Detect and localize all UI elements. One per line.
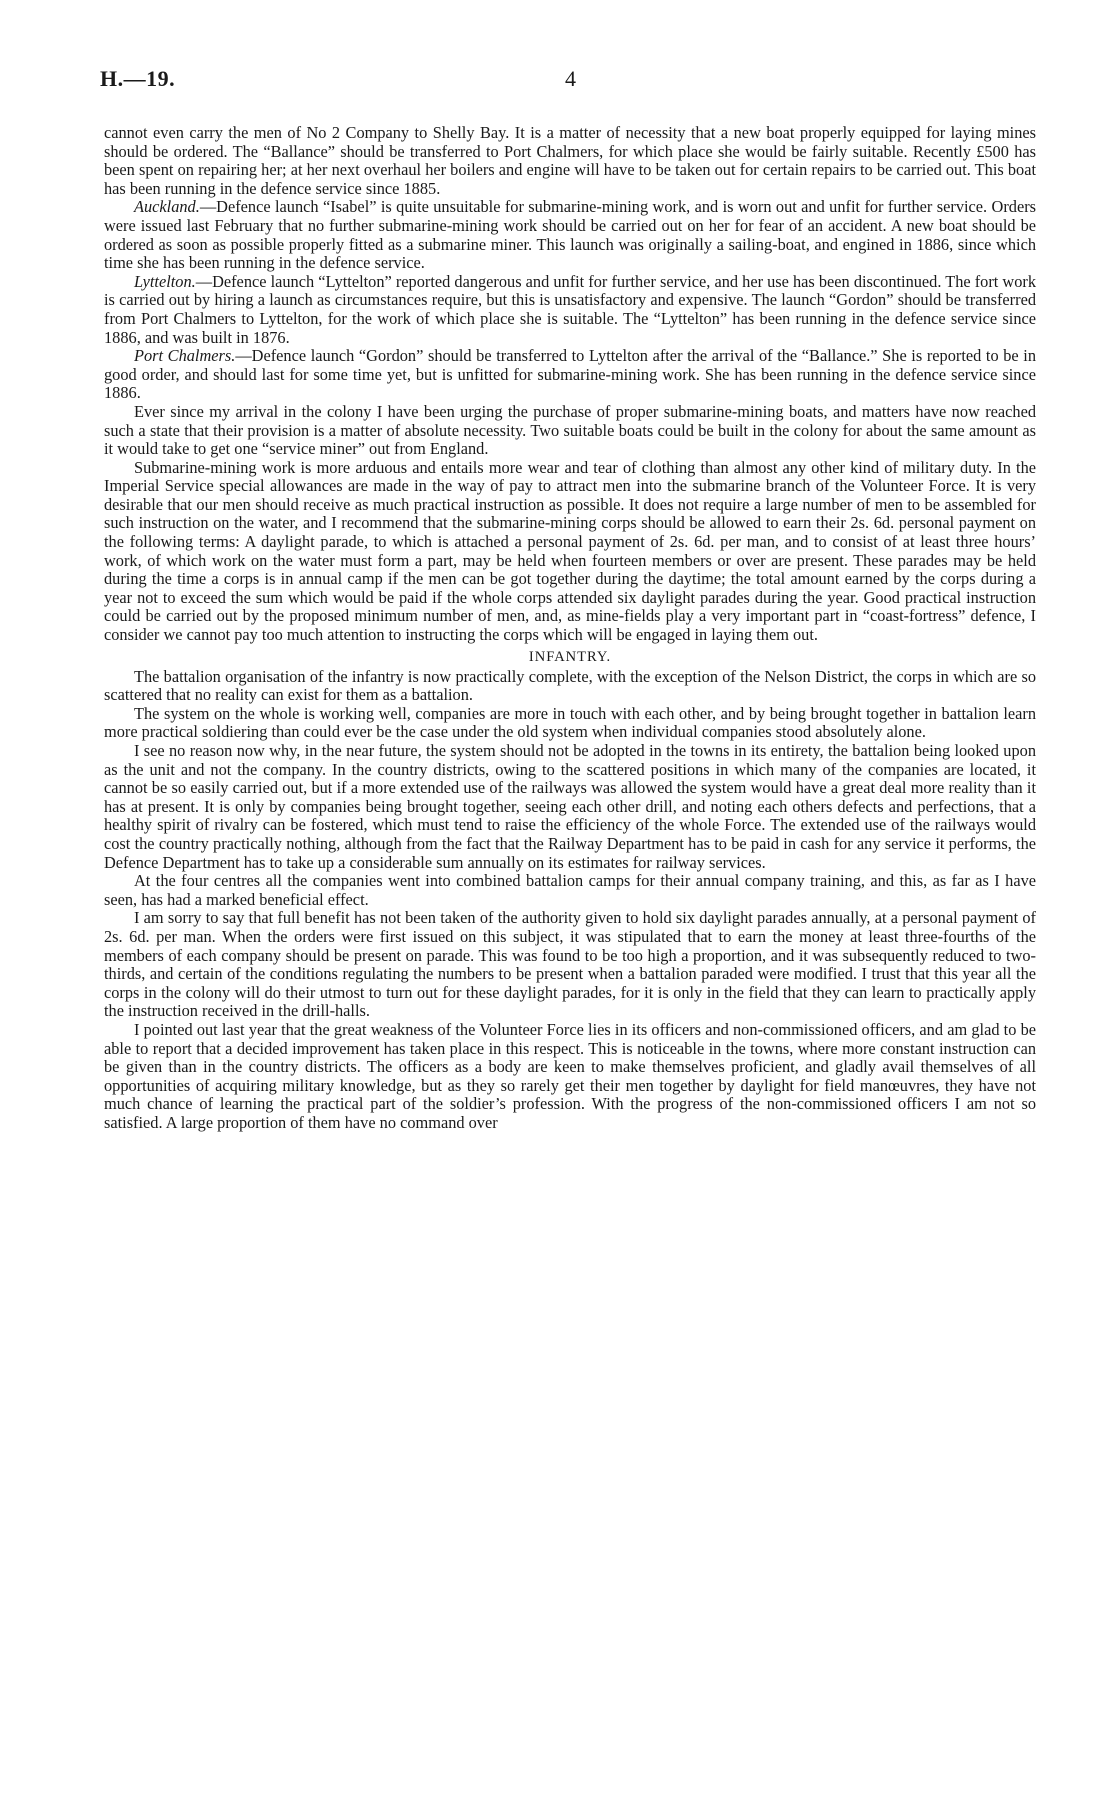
paragraph-lead: Port Chalmers.	[134, 346, 236, 366]
paragraph-text: —Defence launch “Isabel” is quite unsuitable for submarine-mining work, and is worn out and unfit for further service. Orders were issued last February that no further submarine-mining work should be carried out on her for fear of an accident. A new boat should be ordered as soon as possible properly fitted as a submarine miner. This launch was originally a sailing-boat, and engined in 1886, since which time she has been running in the defence service.	[104, 197, 1036, 273]
paragraph: I pointed out last year that the great weakness of the Volunteer Force lies in its officers and non-commissioned officers, and am glad to be able to report that a decided improvement has taken place in this respect. This is noticeable in the towns, where more constant instruction can be given than in the country districts. The officers as a body are keen to make themselves proficient, and gladly avail themselves of all opportunities of acquiring military knowledge, but as they so rarely get their men together by daylight for field manœuvres, they have not much chance of learning the practical part of the soldier’s profession. With the progress of the non-commissioned officers I am not so satisfied. A large proportion of them have no command over	[104, 1019, 1036, 1132]
paragraph-lead: Lyttelton.	[134, 271, 196, 291]
paragraph: Ever since my arrival in the colony I have been urging the purchase of proper submarine-mining boats, and matters have now reached such a state that their provision is a matter of absolute necessity. Two suitable boats could be built in the colony for about the same amount as it would take to get one “service miner” out from England.	[104, 401, 1036, 459]
paragraph: cannot even carry the men of No 2 Company to Shelly Bay. It is a matter of necessity that a new boat properly equipped for laying mines should be ordered. The “Ballance” should be transferred to Port Chalmers, for which place she would be fairly suitable. Recently £500 has been spent on repairing her; at her next overhaul her boilers and engine will have to be taken out for certain repairs to be carried out. This boat has been running in the defence service since 1885.	[104, 123, 1036, 198]
paragraph-text: —Defence launch “Gordon” should be transferred to Lyttelton after the arrival of the “Ballance.” She is reported to be in good order, and should last for some time yet, but is unfitted for submarine-mining work. She has been running in the defence service since 1886.	[104, 346, 1036, 403]
document-reference: H.—19.	[100, 66, 176, 91]
paragraph: At the four centres all the companies went into combined battalion camps for their annual company training, and this, as far as I have seen, has had a marked beneficial effect.	[104, 871, 1036, 909]
body-text	[104, 124, 1036, 1132]
section-heading-infantry: INFANTRY.	[528, 648, 612, 665]
paragraph-text: —Defence launch “Lyttelton” reported dangerous and unfit for further service, and her use has been discontinued. The fort work is carried out by hiring a launch as circumstances require, but this is unsatisfactory and expensive. The launch “Gordon” should be transferred from Port Chalmers to Lyttelton, for the work of which place she is suitable. The “Lyttelton” has been running in the defence service since 1886, and was built in 1876.	[104, 271, 1036, 347]
paragraph	[104, 347, 1036, 403]
paragraph: I am sorry to say that full benefit has not been taken of the authority given to hold six daylight parades annually, at a personal payment of 2s. 6d. per man. When the orders were first issued on this subject, it was stipulated that to earn the money at least three-fourths of the members of each company should be present on parade. This was found to be too high a proportion, and it was subsequently reduced to two-thirds, and certain of the conditions regulating the numbers to be present when a battalion paraded were modified. I trust that this year all the corps in the colony will do their utmost to turn out for these daylight parades, for it is only in the field that they can learn to practically apply the instruction received in the drill-halls.	[104, 908, 1036, 1021]
page-number: 4	[565, 66, 576, 91]
paragraph: Submarine-mining work is more arduous and entails more wear and tear of clothing than almost any other kind of military duty. In the Imperial Service special allowances are made in the way of pay to attract men into the submarine branch of the Volunteer Force. It is very desirable that our men should receive as much practical instruction as possible. It does not require a large number of men to be assembled for such instruction on the water, and I recommend that the submarine-mining corps should be allowed to earn their 2s. 6d. personal payment on the following terms: A daylight parade, to which is attached a personal payment of 2s. 6d. per man, and to consist of at least three hours’ work, of which work on the water must form a part, may be held when fourteen members or over are present. These parades may be held during the time a corps is in annual camp if the men can be got together during the daytime; the total amount earned by the corps during a year not to exceed the sum which would be paid if the whole corps attended six daylight parades during the year. Good practical instruction could be carried out by the proposed minimum number of men, and, as mine-fields play a very important part in “coast-fortress” defence, I consider we cannot pay too much attention to instructing the corps which will be engaged in laying them out.	[104, 457, 1036, 645]
paragraph-lead: Auckland.	[134, 197, 200, 217]
page-header	[100, 66, 1036, 94]
paragraph: The battalion organisation of the infantry is now practically complete, with the exception of the Nelson District, the corps in which are so scattered that no reality can exist for them as a battalion.	[104, 666, 1036, 705]
paragraph: I see no reason now why, in the near future, the system should not be adopted in the towns in its entirety, the battalion being looked upon as the unit and not the company. In the country districts, owing to the scattered positions in which many of the companies are located, it cannot be so easily carried out, but if a more extended use of the railways was allowed the system would have a great deal more reality than it has at present. It is only by companies being brought together, seeing each other drill, and noting each others defects and perfections, that a healthy spirit of rivalry can be fostered, which must tend to raise the efficiency of the whole Force. The extended use of the railways would cost the country practically nothing, although from the fact that the Railway Department has to be paid in cash for any service it performs, the Defence Department has to take up a considerable sum annually on its estimates for railway services.	[104, 741, 1036, 872]
paragraph: The system on the whole is working well, companies are more in touch with each other, and by being brought together in battalion learn more practical soldiering than could ever be the case under the old system when individual companies stood absolutely alone.	[104, 703, 1036, 742]
paragraph	[104, 273, 1036, 347]
paragraph	[104, 198, 1036, 272]
